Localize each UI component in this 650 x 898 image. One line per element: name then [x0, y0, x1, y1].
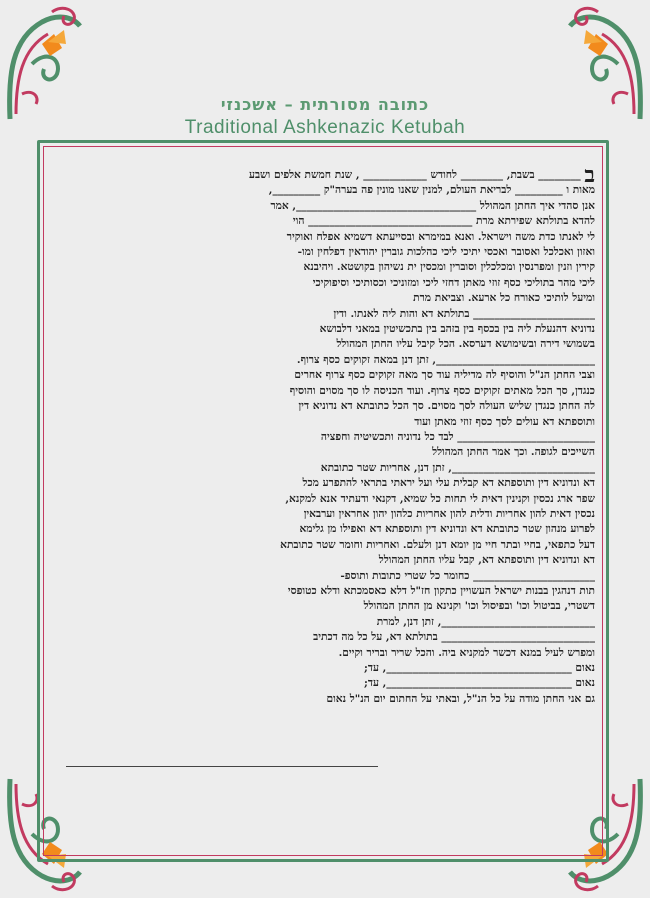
- text-line: נדוניא דהנעלת ליה בין בכסף בין בזהב בין בתכשיטין במאני דלבושא: [319, 323, 595, 336]
- title-english: Traditional Ashkenazic Ketubah: [184, 117, 466, 138]
- text-line: לה החתן כנגדן שליש העולה לסך מסוים. סך הכל כתובתא דא נדוניא דין: [298, 400, 595, 413]
- text-line: נאום ___________________________________, עד;: [363, 662, 595, 674]
- text-line: _____________________________ בתולתא דא, על כל מה דכתיב: [313, 631, 595, 644]
- text-line: שפר ארג נכסין וקנינין דאית לי תחות כל שמיא, דקנאי ודעתיד אנא למקנא,: [285, 492, 595, 505]
- text-line: נכסין דאית להון אחריות ודלית להון אחריות כלהון יהון אחראין וערבאין: [303, 507, 595, 520]
- text-line: אנן סהדי איך החתן המהולל __________________________________, אמר: [270, 199, 595, 212]
- text-line: דעל כתפאי, בחיי ובתר חיי מן יומא דנן ולעלם. ואחריות וחומר שטר כתובתא: [280, 538, 595, 551]
- text-line: דשטרי, בביטול וכו' ובפיסול וכו' וקנינא מן החתן המהולל: [363, 600, 595, 613]
- text-line-1: [58, 168, 595, 183]
- text-line: ________ בשבת, ________ לחודש ____________ , שנת חמשת אלפים ושבע: [248, 169, 581, 181]
- signature-line: [66, 766, 378, 767]
- text-line: מאות ו _________ לבריאת העולם, למנין שאנו מונין פה בערה"ק _________,: [268, 184, 595, 197]
- text-line: נאום ___________________________________, עד;: [363, 677, 595, 690]
- ketubah-text: [58, 168, 595, 707]
- text-line: ואזון ואכלכל ואסובר ואכסי יתיכי ליכי כהלכות גוברין יהודאין דפלחין ומו-: [297, 246, 595, 259]
- text-line: דא ונדוניא דין ותוספתא דא קבלית עלי ועל יראתי בתראי להתפרע מכל: [302, 477, 595, 490]
- text-line: גם אני החתן מודה על כל הנ"ל, ובאתי על החתום יום הנ"ל נאום: [326, 692, 595, 705]
- text-line: השייכים לגופה. וכך אמר החתן המהולל: [432, 446, 595, 459]
- text-line: ותוספתא דא עולים לסך כסף זוזי מאתן ועוד: [414, 415, 595, 428]
- text-line: וצבי החתן הנ"ל והוסיף לה מדיליה עוד סך מאה זקוקים כסף צרוף אחרים: [294, 369, 595, 382]
- text-line: דא ונדוניא דין ותוספתא דא, קבל עליו החתן המהולל: [378, 554, 595, 567]
- text-line: _______________________ בתולתא דא והות ליה לאנתו. ודין: [333, 307, 595, 320]
- text-line: כנגדן, סך הכל מאתים זקוקים כסף צרוף. ועוד הכניסה לו סך מסוים והוסיף: [289, 384, 595, 397]
- text-line: לפרוע מנהון שטר כתובתא דא ונדוניא דין ותוספתא דא ואפילו מן גלימא: [299, 523, 595, 536]
- text-line: _____________________________, זתן דנן, למרת: [376, 615, 595, 628]
- text-line: ______________________________, זתן דנן במאה זקוקים כסף צרוף.: [296, 353, 595, 366]
- text-line: ליכי מהר בתוליכי כסף זוזי מאתן דחזי ליכי ומזוניכי וכסותיכי וסיפוקיכי: [312, 276, 595, 289]
- text-line: ___________________________, זתן דנן, אחריות שטר כתובתא: [320, 461, 595, 474]
- title-hebrew: כתובה מסורתית – אשכנזי: [220, 95, 430, 114]
- text-line: _______________________ כחומר כל שטרי כתובות ותוספ-: [340, 569, 595, 582]
- text-line: לי לאנתו כדת משה וישראל. ואנא במימרא ובסייעתא דשמיא אפלח ואוקיר: [286, 230, 595, 243]
- text-line: להדא בתולתא שפירתא מרת _______________________________ הוי: [292, 215, 595, 228]
- text-line: קירין וזנין ומפרנסין ומכלכלין וסוברין ומכסין ית נשיהון בקושטא. ויהיבנא: [303, 261, 595, 274]
- text-line: __________________________ לבד כל נדוניה ותכשיטיה וחפציה: [320, 430, 595, 443]
- text-line: ומפרש לעיל במנא דכשר למקניא ביה. והכל שריר ובריר וקיים.: [338, 646, 595, 659]
- text-line: תות דנהגין בבנות ישראל העשויין כתקון חז"ל דלא כאסמכתא ודלא כטופסי: [287, 584, 595, 597]
- text-line: ומיעל לותיכי כאורח כל ארעא. וצביאת מרת: [413, 292, 595, 305]
- text-line: בשמושי דירה ובשימושא דערסא. הכל קיבל עליו החתן המהולל: [336, 338, 595, 351]
- drop-letter: ב: [584, 168, 595, 184]
